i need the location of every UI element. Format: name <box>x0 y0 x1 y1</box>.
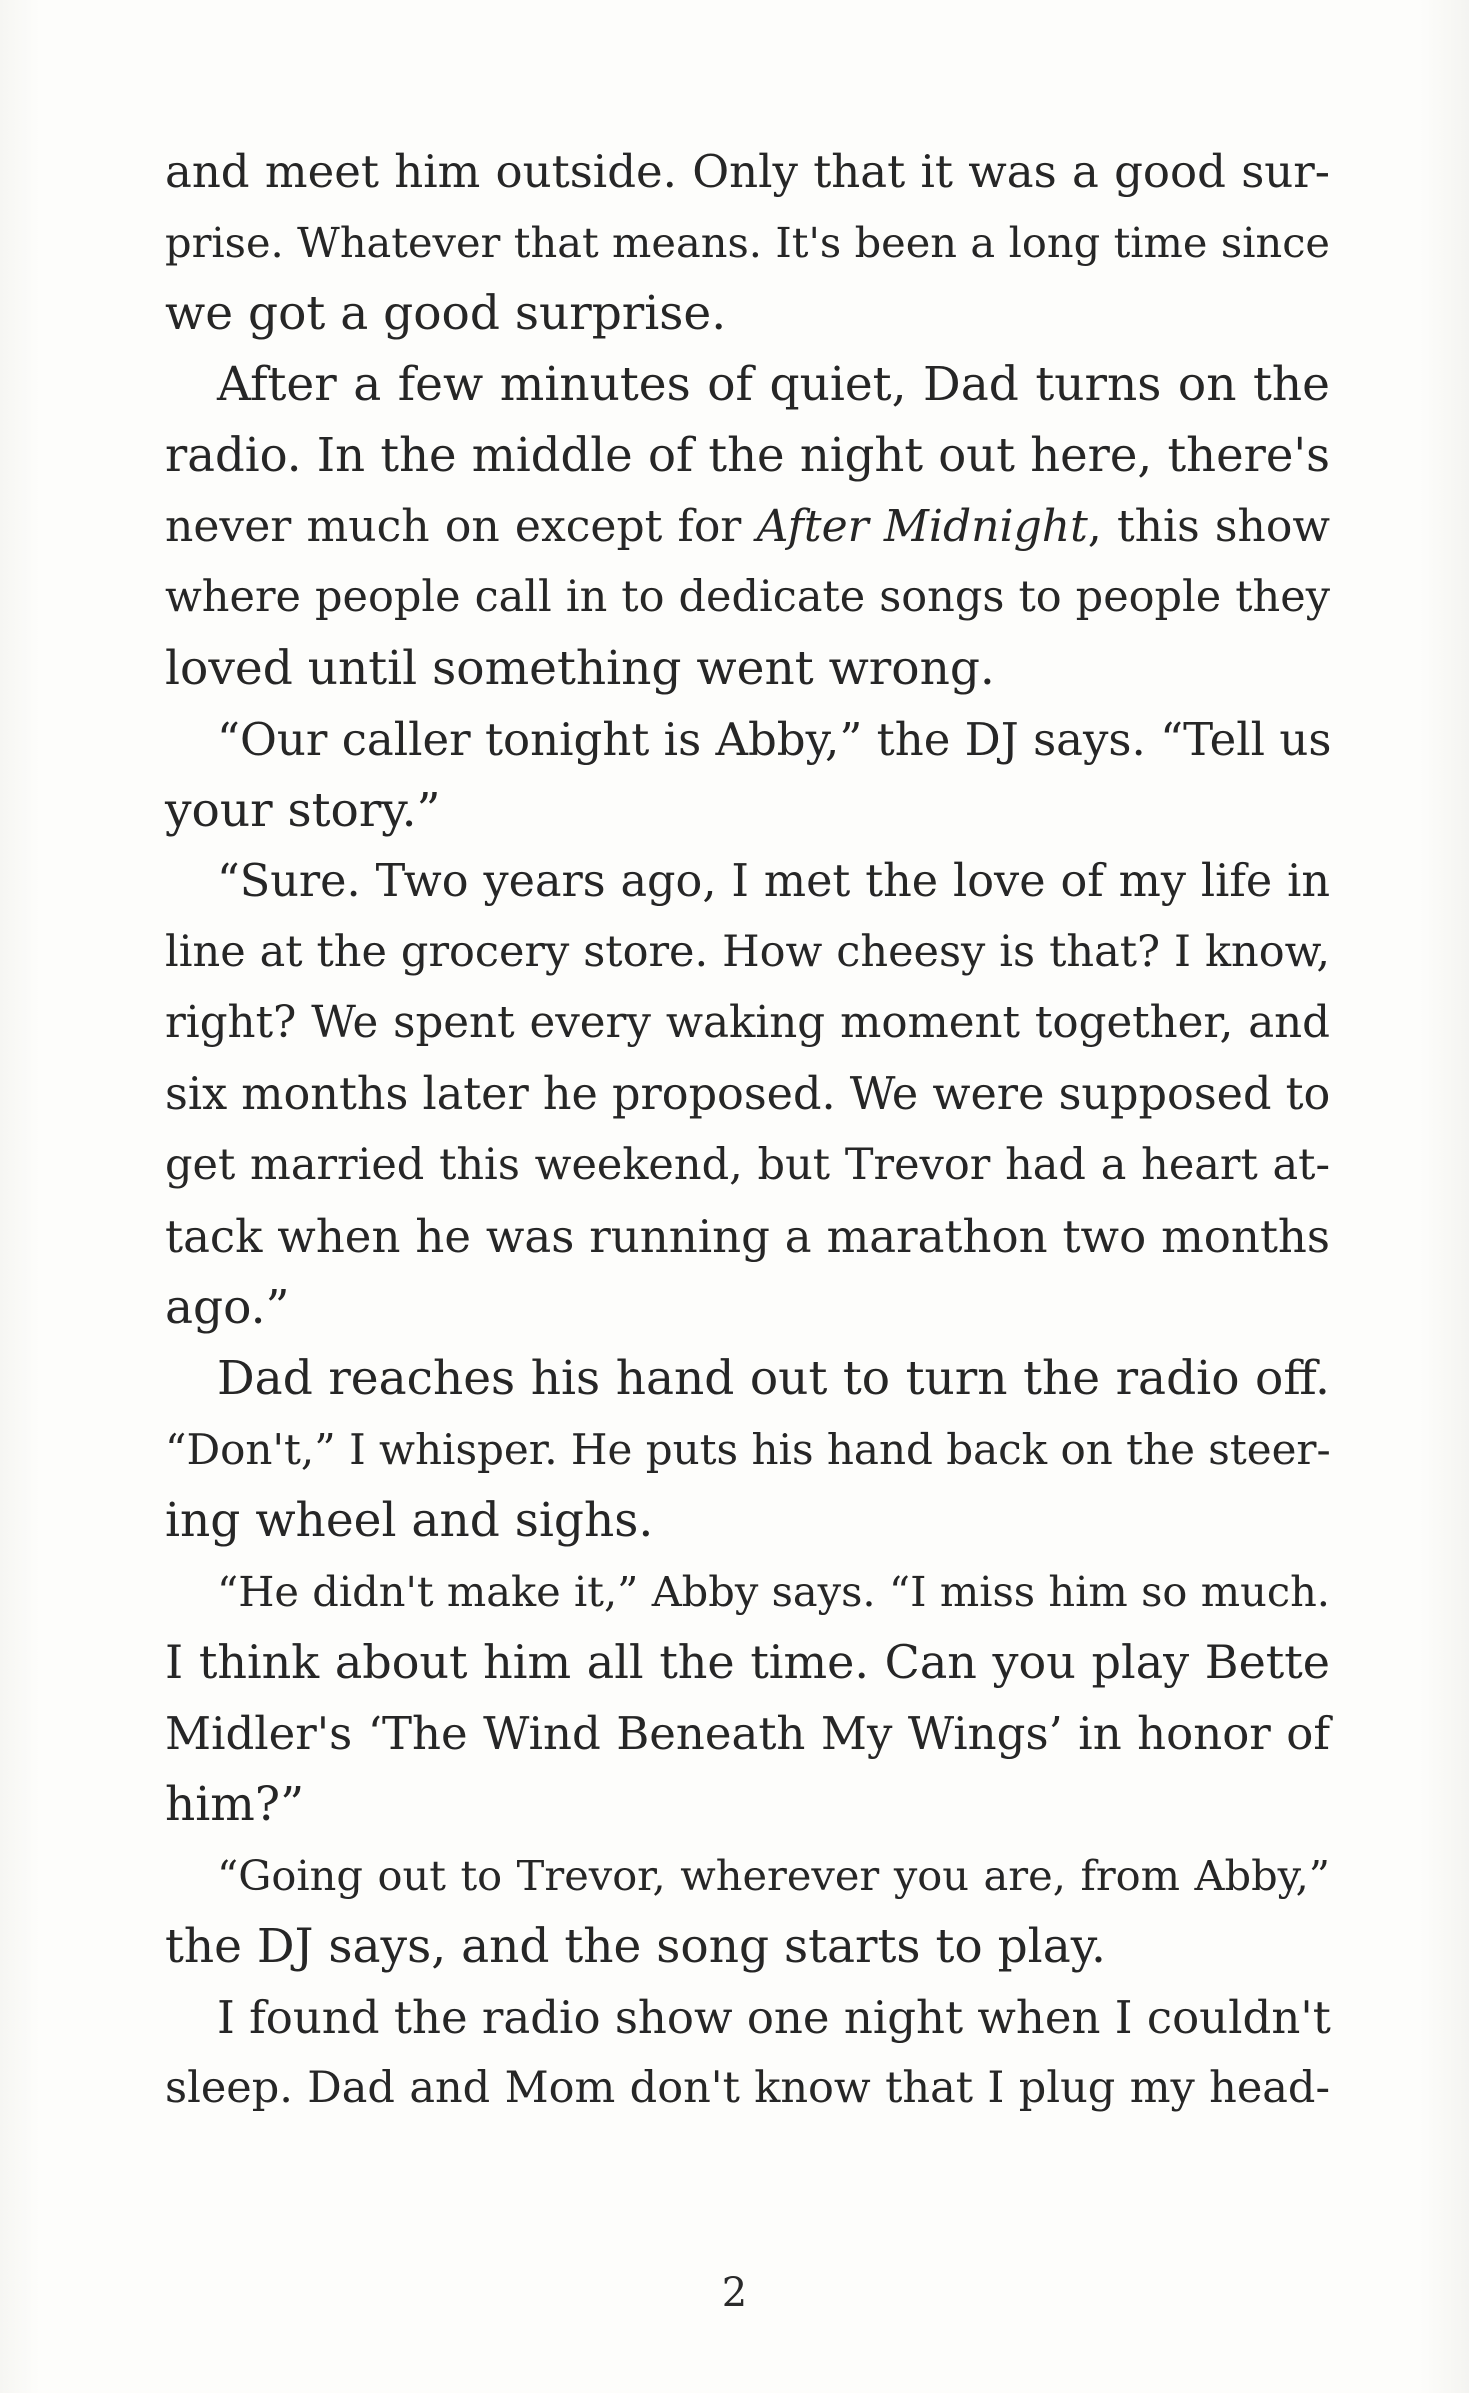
text-line-6: never much on except for After Midnight, this show <box>165 501 1330 552</box>
text-line-15: get married this weekend, but Trevor had a heart at- <box>165 1140 1330 1190</box>
text-line-27: I found the radio show one night when I couldn't <box>217 1991 1331 2044</box>
text-line-17: ago.” <box>165 1280 290 1335</box>
text-line-9: “Our caller tonight is Abby,” the DJ says. “Tell us <box>217 713 1332 766</box>
text-line-26: the DJ says, and the song starts to play. <box>165 1919 1106 1974</box>
text-line-12: line at the grocery store. How cheesy is that? I know, <box>165 927 1330 977</box>
text-line-8: loved until something went wrong. <box>165 641 995 696</box>
show-title: After Midnight <box>756 501 1088 552</box>
text-line-7: where people call in to dedicate songs to people they <box>165 572 1330 622</box>
body-text <box>165 136 1330 2124</box>
text-line-20: ing wheel and sighs. <box>165 1493 654 1548</box>
text-line-16: tack when he was running a marathon two months <box>165 1210 1330 1263</box>
text-line-22: I think about him all the time. Can you play Bette <box>165 1635 1330 1689</box>
text-line-28: sleep. Dad and Mom don't know that I plug my head- <box>165 2063 1330 2113</box>
text-line-1: and meet him outside. Only that it was a good sur- <box>165 145 1330 198</box>
text-line-11: “Sure. Two years ago, I met the love of my life in <box>217 856 1330 907</box>
text-line-25: “Going out to Trevor, wherever you are, from Abby,” <box>217 1851 1330 1900</box>
text-line-13: right? We spent every waking moment together, and <box>165 998 1330 1048</box>
text-line-14: six months later he proposed. We were supposed to <box>165 1069 1331 1120</box>
text-line-23: Midler's ‘The Wind Beneath My Wings’ in honor of <box>165 1707 1330 1760</box>
text-line-2: prise. Whatever that means. It's been a long time since <box>165 218 1330 267</box>
text-line-21: “He didn't make it,” Abby says. “I miss him so much. <box>217 1567 1330 1616</box>
text-line-19: “Don't,” I whisper. He puts his hand back on the steer- <box>165 1425 1331 1474</box>
text-line-24: him?” <box>165 1777 305 1832</box>
page-number: 2 <box>721 2270 748 2316</box>
text-line-3: we got a good surprise. <box>165 286 727 341</box>
text-line-5: radio. In the middle of the night out here, there's <box>165 428 1330 482</box>
text-line-10: your story.” <box>165 783 441 838</box>
text-line-4: After a few minutes of quiet, Dad turns on the <box>217 357 1330 412</box>
text-line-18: Dad reaches his hand out to turn the radio off. <box>217 1351 1330 1406</box>
